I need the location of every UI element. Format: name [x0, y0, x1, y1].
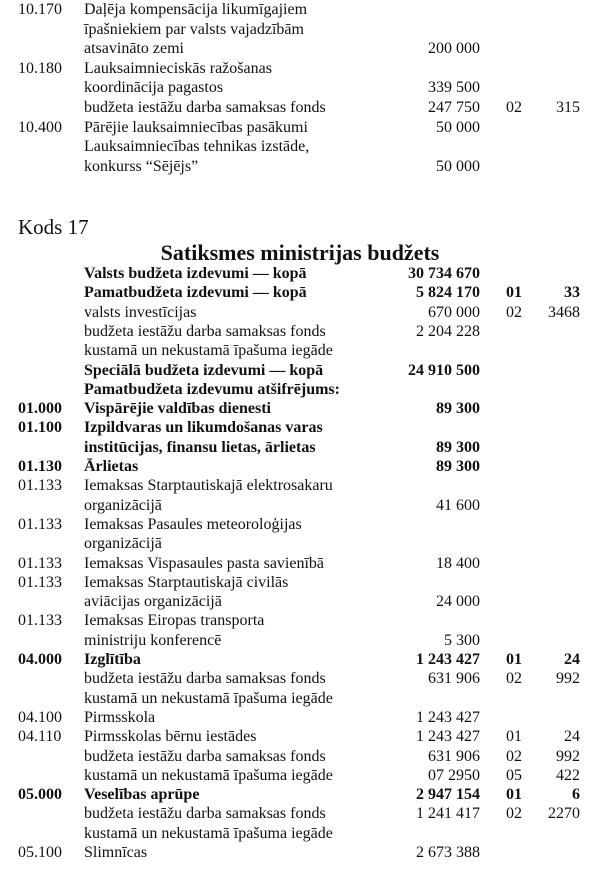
row-amount: 200 000	[428, 40, 480, 58]
table-row	[0, 631, 600, 651]
row-amount: 50 000	[436, 157, 480, 175]
table-row	[0, 592, 600, 612]
row-code: 01.000	[18, 400, 62, 418]
row-description: koordinācija pagastos	[84, 79, 224, 97]
row-description: valsts investīcijas	[84, 303, 197, 321]
table-row	[0, 476, 600, 496]
row-description: Speciālā budžeta izdevumi — kopā	[84, 361, 324, 379]
table-row	[0, 418, 600, 438]
row-code-b: 24	[564, 651, 580, 668]
row-code: 01.100	[18, 419, 62, 437]
row-description: Pirmsskola	[84, 708, 156, 726]
row-amount: 50 000	[436, 118, 480, 136]
row-code-b: 422	[556, 766, 580, 784]
row-code-b: 2270	[548, 805, 580, 823]
table-row	[0, 157, 600, 177]
row-amount: 07 2950	[428, 766, 480, 784]
row-amount: 24 910 500	[408, 361, 480, 379]
row-code: 01.133	[18, 477, 62, 495]
row-code-a: 02	[506, 303, 522, 321]
row-code: 04.110	[18, 728, 62, 746]
row-description: konkurss “Sējējs”	[84, 157, 199, 175]
row-description: Pirmsskolas bērnu iestādes	[84, 728, 257, 746]
row-description: Iemaksas Starptautiskajā elektrosakaru	[84, 477, 333, 495]
row-code-b: 6	[572, 786, 580, 804]
row-amount: 1 243 427	[416, 708, 480, 726]
table-row	[0, 747, 600, 767]
row-code-a: 01	[506, 786, 522, 804]
table-row	[0, 573, 600, 593]
table-row	[0, 341, 600, 361]
row-code: 05.100	[18, 844, 62, 861]
row-amount: 89 300	[436, 438, 480, 456]
row-amount: 5 824 170	[416, 284, 480, 302]
table-row	[0, 137, 600, 157]
row-description: Pamatbudžeta izdevumi — kopā	[84, 284, 307, 302]
row-amount: 2 204 228	[416, 322, 480, 340]
row-code: 10.400	[18, 118, 62, 136]
row-description: aviācijas organizācijā	[84, 593, 222, 611]
row-amount: 89 300	[436, 400, 480, 418]
table-row	[0, 59, 600, 79]
row-description: Lauksaimniecības tehnikas izstāde,	[84, 138, 310, 156]
row-code: 01.130	[18, 458, 62, 475]
row-code: 10.170	[18, 1, 62, 18]
row-description: Iemaksas Starptautiskajā civilās	[84, 573, 289, 591]
row-description: budžeta iestāžu darba samaksas fonds	[84, 805, 326, 823]
page-title: Satiksmes ministrijas budžets	[160, 240, 440, 265]
row-amount: 1 243 427	[416, 651, 480, 668]
row-code: 04.000	[18, 651, 62, 668]
row-code-a: 05	[506, 766, 522, 784]
row-description: kustamā un nekustamā īpašuma iegāde	[84, 824, 333, 842]
row-code-b: 992	[556, 747, 580, 765]
table-row	[0, 380, 600, 400]
table-row	[0, 650, 600, 670]
row-code-b: 3468	[548, 303, 580, 321]
table-row	[0, 457, 600, 477]
table-row	[0, 534, 600, 554]
row-description: budžeta iestāžu darba samaksas fonds	[84, 99, 326, 116]
row-description: organizācijā	[84, 496, 162, 514]
row-code: 04.100	[18, 708, 62, 726]
table-row	[0, 118, 600, 138]
row-description: atsavināto zemi	[84, 40, 184, 58]
row-amount: 2 673 388	[416, 844, 480, 861]
table-row	[0, 0, 600, 20]
row-code-b: 24	[564, 728, 580, 746]
row-code-a: 02	[506, 747, 522, 765]
row-code-a: 01	[506, 651, 522, 668]
table-row	[0, 843, 600, 863]
row-description: Pamatbudžeta izdevumu atšifrējums:	[84, 380, 340, 398]
row-amount: 41 600	[436, 496, 480, 514]
row-description: budžeta iestāžu darba samaksas fonds	[84, 322, 326, 340]
table-row	[0, 98, 600, 118]
row-description: ministriju konferencē	[84, 631, 222, 649]
table-row	[0, 708, 600, 728]
table-row	[0, 283, 600, 303]
table-row	[0, 766, 600, 786]
table-row	[0, 303, 600, 323]
row-description: kustamā un nekustamā īpašuma iegāde	[84, 342, 333, 360]
row-description: Veselības aprūpe	[84, 786, 200, 804]
row-description: Daļēja kompensācija likumīgajiem	[84, 1, 308, 18]
row-code-b: 992	[556, 670, 580, 688]
row-description: Iemaksas Eiropas transporta	[84, 612, 265, 630]
row-code-b: 33	[564, 284, 580, 302]
row-description: budžeta iestāžu darba samaksas fonds	[84, 670, 326, 688]
table-row	[0, 399, 600, 419]
row-code-a: 01	[506, 284, 522, 302]
section-code: Kods 17	[18, 215, 89, 239]
row-description: Pārējie lauksaimniecības pasākumi	[84, 118, 308, 136]
row-code-a: 02	[506, 670, 522, 688]
table-row	[0, 39, 600, 59]
row-amount: 2 947 154	[416, 786, 480, 804]
row-amount: 5 300	[444, 631, 480, 649]
row-amount: 247 750	[428, 99, 480, 116]
row-amount: 24 000	[436, 593, 480, 611]
row-code-a: 01	[506, 728, 522, 746]
table-row	[0, 264, 600, 284]
row-description: kustamā un nekustamā īpašuma iegāde	[84, 766, 333, 784]
row-amount: 18 400	[436, 554, 480, 572]
row-code: 01.133	[18, 612, 62, 630]
row-description: īpašniekiem par valsts vajadzībām	[84, 20, 304, 38]
row-description: Valsts budžeta izdevumi — kopā	[84, 265, 307, 282]
row-code: 01.133	[18, 573, 62, 591]
table-row	[0, 515, 600, 535]
table-row	[0, 78, 600, 98]
row-description: organizācijā	[84, 535, 162, 553]
row-description: Ārlietas	[84, 458, 139, 475]
row-code: 05.000	[18, 786, 62, 804]
row-description: institūcijas, finansu lietas, ārlietas	[84, 438, 316, 456]
table-row	[0, 554, 600, 574]
row-code-a: 02	[506, 99, 522, 116]
row-description: budžeta iestāžu darba samaksas fonds	[84, 747, 326, 765]
row-amount: 631 906	[428, 670, 480, 688]
table-row	[0, 669, 600, 689]
row-code: 10.180	[18, 59, 62, 77]
row-amount: 339 500	[428, 79, 480, 97]
row-description: kustamā un nekustamā īpašuma iegāde	[84, 689, 333, 707]
row-description: Lauksaimnieciskās ražošanas	[84, 59, 272, 77]
row-amount: 1 241 417	[416, 805, 480, 823]
row-code: 01.133	[18, 515, 62, 533]
row-description: Izglītība	[84, 651, 141, 668]
table-row	[0, 611, 600, 631]
row-description: Izpildvaras un likumdošanas varas	[84, 419, 323, 437]
table-row	[0, 824, 600, 844]
table-row	[0, 496, 600, 516]
table-row	[0, 727, 600, 747]
table-row	[0, 322, 600, 342]
row-amount: 631 906	[428, 747, 480, 765]
row-amount: 1 243 427	[416, 728, 480, 746]
row-amount: 89 300	[436, 458, 480, 475]
row-description: Iemaksas Vispasaules pasta savienībā	[84, 554, 325, 572]
table-row	[0, 438, 600, 458]
row-description: Vispārējie valdības dienesti	[84, 400, 271, 418]
table-row	[0, 804, 600, 824]
row-code-a: 02	[506, 805, 522, 823]
table-row	[0, 785, 600, 805]
row-code: 01.133	[18, 554, 62, 572]
row-amount: 670 000	[428, 303, 480, 321]
table-row	[0, 20, 600, 40]
table-row	[0, 689, 600, 709]
row-code-b: 315	[556, 99, 580, 116]
row-description: Slimnīcas	[84, 844, 148, 861]
table-row	[0, 361, 600, 381]
row-amount: 30 734 670	[408, 265, 480, 282]
row-description: Iemaksas Pasaules meteoroloģijas	[84, 515, 302, 533]
